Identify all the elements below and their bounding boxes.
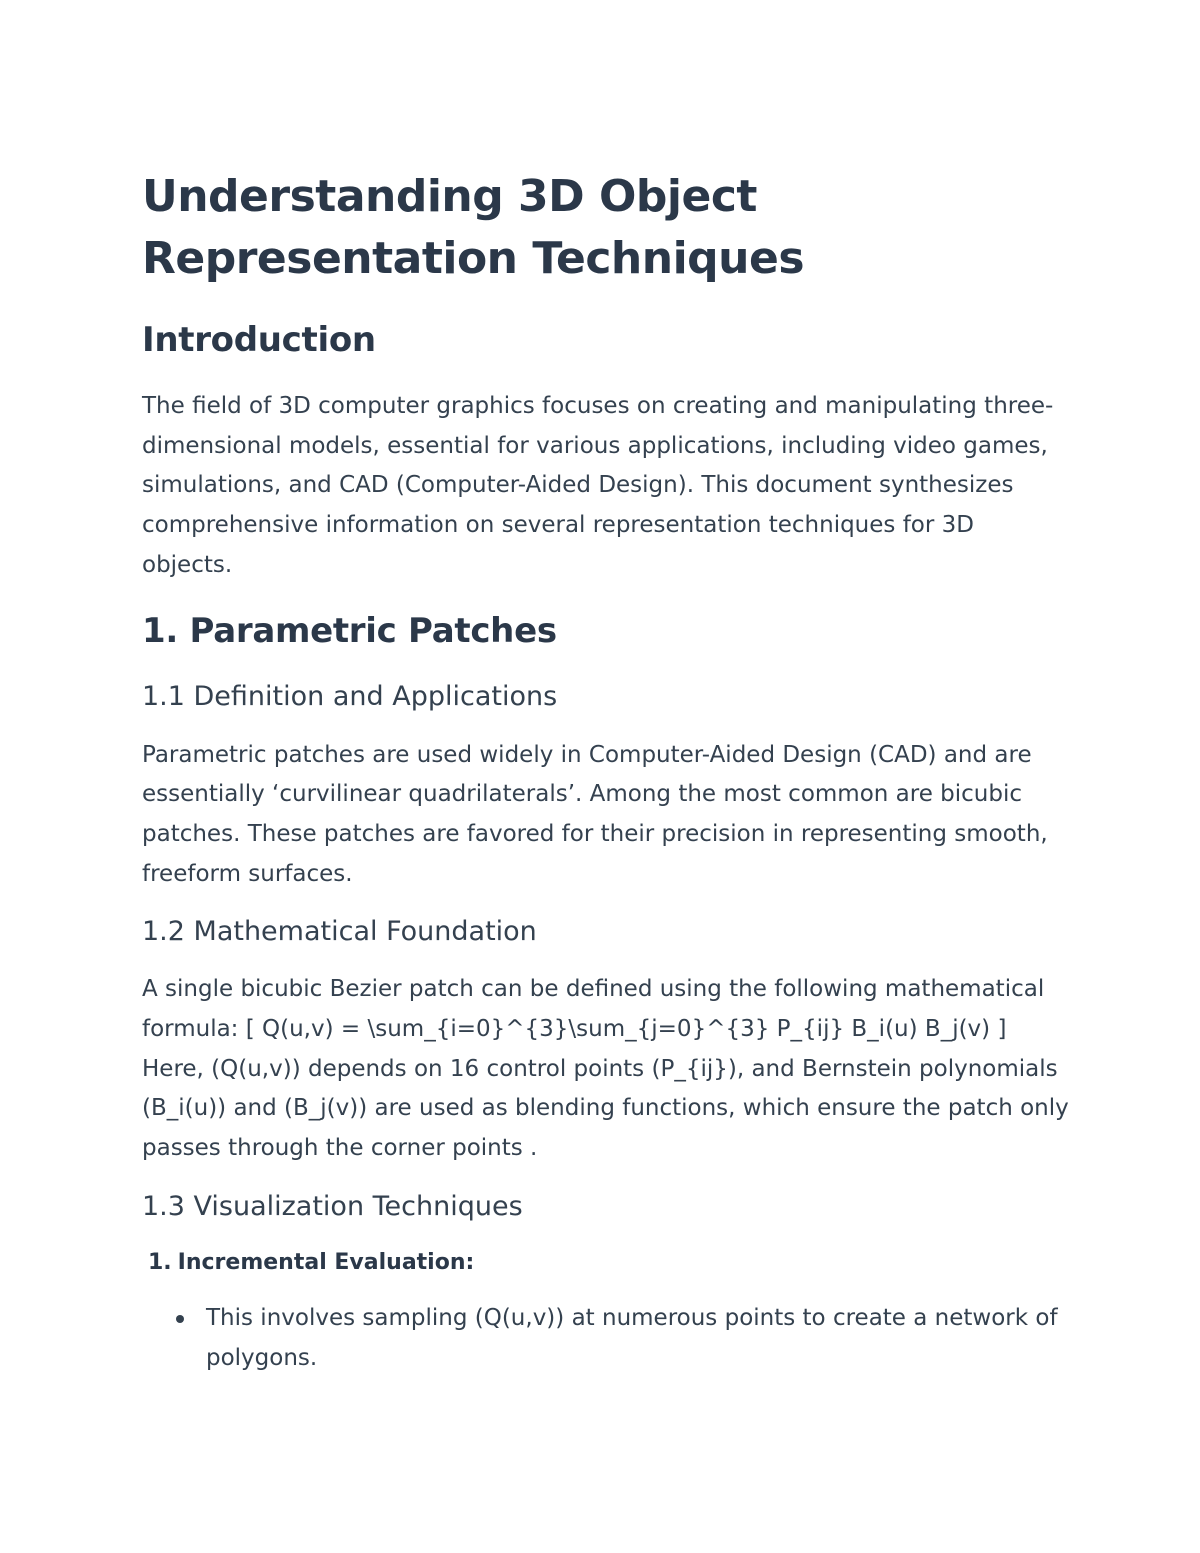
subsection-math-heading: 1.2 Mathematical Foundation	[142, 916, 537, 948]
subsection-math-paragraph: A single bicubic Bezier patch can be defined using the following mathematical formula: [ Q(u,v) = \sum_{i=0}^{3}\sum_{j=0}^{3} P_{ij} B_i(u) B_j(v) ] Here, (Q(u,v)) depends on 16 control points (P_{ij}), and Bernstein polynomials (B_i(u)) and (B_j(v)) are used as blending functions, which ensure the patch only passes through the corner points .	[142, 976, 1069, 1162]
list-item	[200, 1299, 1070, 1378]
subsection-visualization-heading: 1.3 Visualization Techniques	[142, 1190, 523, 1222]
list-item	[148, 1245, 1070, 1378]
introduction-heading: Introduction	[142, 320, 376, 360]
bullet-icon	[176, 1315, 184, 1323]
introduction-paragraph: The field of 3D computer graphics focuses on creating and manipulating three-dimensional models, essential for various applications, including video games, simulations, and CAD (Computer-Aided Design). This document synthesizes comprehensive information on several representation techniques for 3D objects.	[142, 393, 1054, 578]
step-number: 1.	[148, 1249, 172, 1275]
step-bullets-list	[148, 1299, 1070, 1378]
document-title: Understanding 3D Object Representation Techniques	[142, 171, 805, 284]
subsection-definition-paragraph: Parametric patches are used widely in Computer-Aided Design (CAD) and are essentially ‘curvilinear quadrilaterals’. Among the most common are bicubic patches. These patches are favored for their precision in representing smooth, freeform surfaces.	[142, 741, 1048, 887]
bullet-text: This involves sampling (Q(u,v)) at numerous points to create a network of polygons.	[206, 1304, 1058, 1371]
step-label: Incremental Evaluation:	[177, 1249, 475, 1275]
section-parametric-patches-heading: 1. Parametric Patches	[142, 610, 557, 651]
visualization-steps-list	[142, 1245, 1070, 1378]
subsection-definition-heading: 1.1 Definition and Applications	[142, 680, 558, 712]
